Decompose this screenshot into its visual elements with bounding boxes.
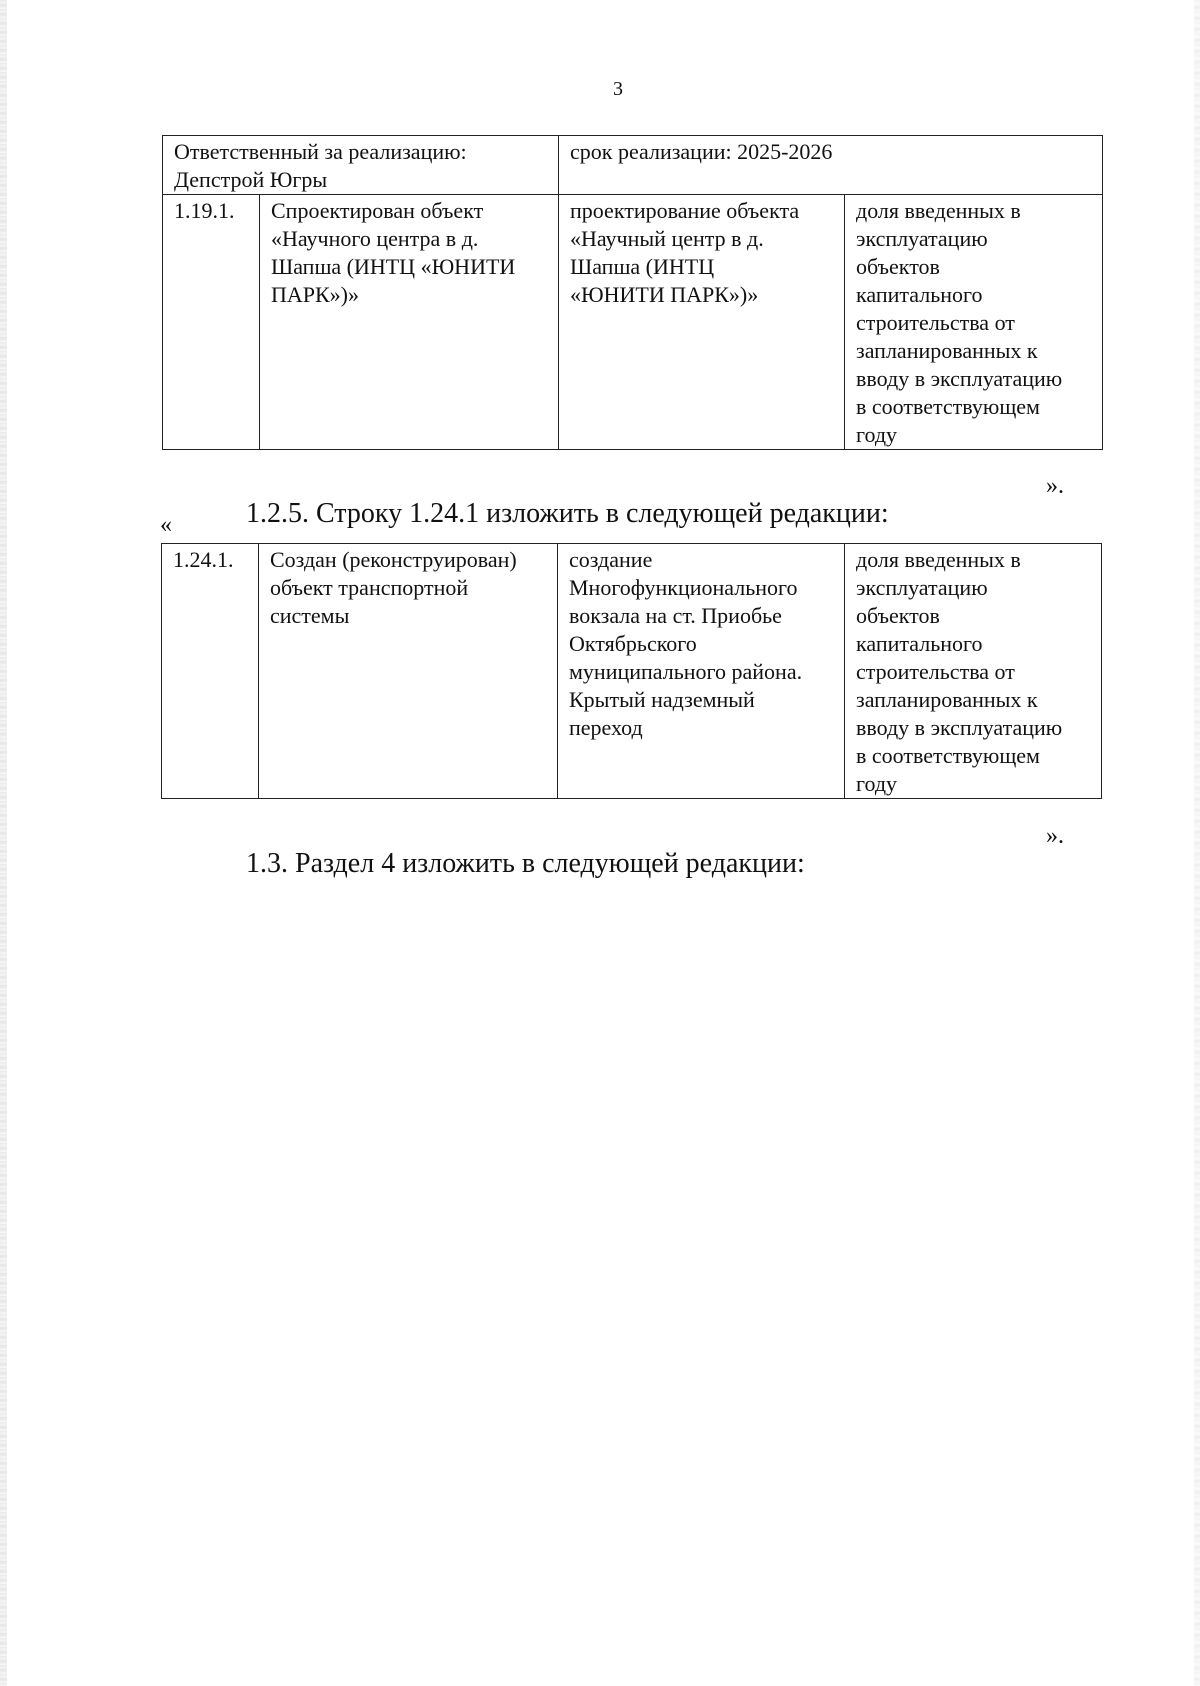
section-heading-1-2-5: 1.2.5. Строку 1.24.1 изложить в следующей редакции: — [246, 498, 889, 529]
table-row — [163, 195, 1103, 450]
row-activity-cell: проектирование объекта «Научный центр в д. Шапша (ИНТЦ «ЮНИТИ ПАРК»)» — [559, 195, 845, 450]
scan-edge-right — [1194, 0, 1200, 1686]
page-number: 3 — [613, 78, 623, 100]
row-code-cell: 1.24.1. — [162, 544, 259, 799]
opening-quote: « — [160, 512, 172, 538]
table-row — [162, 544, 1102, 799]
row-result-cell: Спроектирован объект «Научного центра в д. Шапша (ИНТЦ «ЮНИТИ ПАРК»)» — [260, 195, 559, 450]
row-code-cell: 1.19.1. — [163, 195, 260, 450]
deadline-cell: срок реализации: 2025-2026 — [559, 136, 1103, 195]
table-header-row — [163, 136, 1103, 195]
section-heading-1-3: 1.3. Раздел 4 изложить в следующей редакции: — [246, 848, 805, 879]
scan-edge-left — [0, 0, 7, 1686]
row-indicator-cell: доля введенных в эксплуатацию объектов капитального строительства от запланированных к вводу в эксплуатацию в соответствующем году — [845, 544, 1102, 799]
table-row-1-24-1 — [161, 543, 1102, 799]
row-indicator-cell: доля введенных в эксплуатацию объектов капитального строительства от запланированных к вводу в эксплуатацию в соответствующем году — [845, 195, 1103, 450]
closing-quote-1: ». — [1046, 473, 1064, 499]
responsible-cell: Ответственный за реализацию: Депстрой Югры — [163, 136, 559, 195]
row-activity-cell: создание Многофункционального вокзала на ст. Приобье Октябрьского муниципального района. Крытый надземный переход — [558, 544, 845, 799]
row-result-cell: Создан (реконструирован) объект транспортной системы — [259, 544, 558, 799]
table-responsible-and-deadline — [162, 135, 1103, 450]
closing-quote-2: ». — [1046, 823, 1064, 849]
